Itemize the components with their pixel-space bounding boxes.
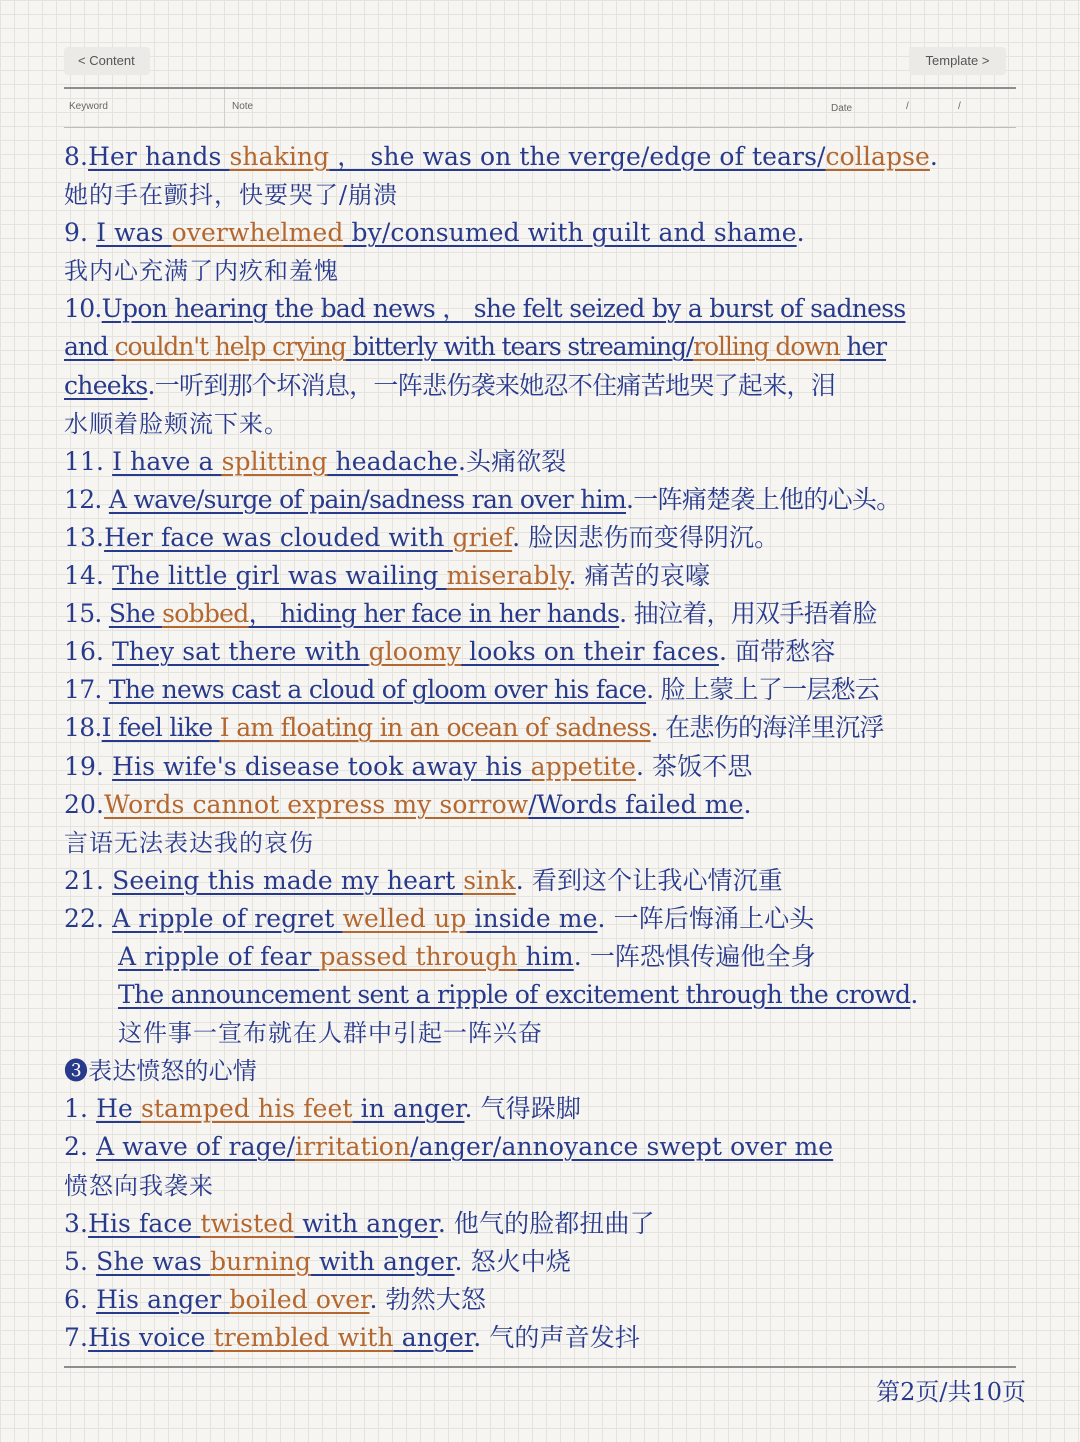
line-text: 15. bbox=[64, 599, 109, 629]
keyword-label: Keyword bbox=[69, 101, 108, 112]
underlined-phrase: inside me bbox=[466, 903, 598, 933]
note-line bbox=[64, 978, 1008, 1016]
line-text: . 气的声音发抖 bbox=[473, 1322, 640, 1352]
line-text: 17. bbox=[64, 675, 109, 705]
line-text: . bbox=[743, 789, 752, 819]
highlighted-phrase: welled up bbox=[342, 903, 467, 933]
note-line bbox=[64, 407, 1008, 445]
section-heading: ❸表达愤怒的心情 bbox=[64, 1057, 257, 1086]
note-line bbox=[64, 788, 1008, 826]
note-line bbox=[64, 750, 1008, 788]
line-text: 言语无法表达我的哀伤 bbox=[64, 828, 314, 857]
template-button[interactable]: Template > bbox=[909, 47, 1006, 75]
line-text: . 一阵恐惧传遍他全身 bbox=[573, 941, 816, 971]
highlighted-phrase: splitting bbox=[221, 446, 328, 476]
line-text: .一听到那个坏消息，一阵悲伤袭来她忍不住痛苦地哭了起来，泪 bbox=[147, 370, 836, 400]
note-line bbox=[64, 254, 1008, 292]
line-text: 9. bbox=[64, 218, 97, 248]
line-text: 22. bbox=[64, 903, 113, 933]
note-line bbox=[64, 178, 1008, 216]
underlined-phrase: I feel like bbox=[101, 713, 220, 743]
note-line bbox=[64, 711, 1008, 749]
line-text: 她的手在颤抖，快要哭了/崩溃 bbox=[64, 181, 399, 210]
note-line bbox=[64, 1130, 1008, 1168]
underlined-phrase: with anger bbox=[310, 1246, 455, 1276]
note-line bbox=[64, 1245, 1008, 1283]
underlined-phrase: The little girl was wailing bbox=[112, 561, 447, 591]
header-top-rule bbox=[64, 87, 1016, 89]
highlighted-phrase: trembled with bbox=[213, 1322, 394, 1352]
line-text: 水顺着脸颊流下来。 bbox=[64, 409, 289, 438]
underlined-phrase: A wave/surge of pain/sadness ran over him bbox=[108, 484, 626, 514]
underlined-phrase: The news cast a cloud of gloom over his face bbox=[108, 675, 647, 705]
note-line bbox=[64, 673, 1008, 711]
note-line bbox=[64, 1016, 1008, 1054]
line-text: 12. bbox=[64, 484, 109, 514]
underlined-phrase: A wave of rage/ bbox=[96, 1132, 296, 1162]
highlighted-phrase: appetite bbox=[530, 751, 636, 781]
date-separator: / bbox=[958, 101, 961, 112]
header-divider bbox=[224, 89, 225, 127]
highlighted-phrase: sobbed bbox=[162, 599, 249, 629]
line-text: 20. bbox=[64, 789, 105, 819]
note-line bbox=[64, 1169, 1008, 1207]
note-label: Note bbox=[232, 101, 254, 112]
note-line bbox=[64, 369, 1008, 407]
note-line bbox=[64, 445, 1008, 483]
note-line bbox=[64, 483, 1008, 521]
line-text: . 脸上蒙上了一层愁云 bbox=[646, 675, 880, 705]
highlighted-phrase: miserably bbox=[446, 561, 569, 591]
line-text: .一阵痛楚袭上他的心头。 bbox=[625, 484, 901, 514]
line-text: 10. bbox=[64, 294, 102, 324]
note-line bbox=[64, 902, 1008, 940]
highlighted-phrase: irritation bbox=[295, 1132, 411, 1162]
note-line bbox=[64, 521, 1008, 559]
underlined-phrase: Her face was clouded with bbox=[104, 522, 453, 552]
line-text: 13. bbox=[64, 522, 105, 552]
line-text: . 在悲伤的海洋里沉浮 bbox=[650, 713, 884, 743]
date-label: Date bbox=[831, 103, 853, 114]
header-bottom-rule bbox=[64, 127, 1016, 128]
note-line bbox=[64, 559, 1008, 597]
line-text: . 面带愁容 bbox=[718, 637, 836, 667]
underlined-phrase: by/consumed with guilt and shame bbox=[343, 218, 797, 248]
note-line bbox=[64, 330, 1008, 368]
line-text: . 气得跺脚 bbox=[464, 1094, 581, 1124]
underlined-phrase: and bbox=[64, 332, 115, 362]
note-line bbox=[64, 1283, 1008, 1321]
note-line bbox=[64, 940, 1008, 978]
underlined-phrase: her bbox=[839, 332, 886, 362]
underlined-phrase: with anger bbox=[294, 1208, 438, 1238]
highlighted-phrase: sink bbox=[463, 865, 516, 895]
line-text: 14. bbox=[64, 561, 113, 591]
line-text: 我内心充满了内疚和羞愧 bbox=[64, 257, 339, 286]
underlined-phrase: He bbox=[96, 1094, 141, 1124]
underlined-phrase: A ripple of regret bbox=[112, 903, 343, 933]
line-text: 18. bbox=[64, 713, 102, 743]
highlighted-phrase: stamped his feet bbox=[140, 1094, 353, 1124]
line-text: . bbox=[796, 218, 805, 248]
line-text: . 一阵后悔涌上心头 bbox=[597, 903, 815, 933]
highlighted-phrase: shaking bbox=[229, 142, 330, 171]
line-text: 16. bbox=[64, 637, 113, 667]
line-text: 愤怒向我袭来 bbox=[64, 1171, 214, 1200]
underlined-phrase: cheeks bbox=[64, 370, 148, 400]
underlined-phrase: I was bbox=[96, 218, 172, 248]
note-line bbox=[64, 292, 1008, 330]
underlined-phrase: A ripple of fear bbox=[118, 941, 320, 971]
highlighted-phrase: Words cannot express my sorrow bbox=[104, 789, 529, 819]
underlined-phrase: His anger bbox=[96, 1284, 230, 1314]
back-to-content-button[interactable]: < Content bbox=[64, 47, 150, 75]
underlined-phrase: bitterly with tears streaming/ bbox=[345, 332, 694, 362]
line-text: 5. bbox=[64, 1246, 97, 1276]
date-separator: / bbox=[906, 101, 909, 112]
page-indicator: 第2页/共10页 bbox=[876, 1378, 1026, 1406]
underlined-phrase: I have a bbox=[112, 446, 222, 476]
underlined-phrase: /anger/annoyance swept over me bbox=[410, 1132, 834, 1162]
underlined-phrase: His face bbox=[88, 1208, 201, 1238]
line-text: . 怒火中烧 bbox=[454, 1246, 571, 1276]
line-text: 11. bbox=[64, 446, 113, 476]
underlined-phrase: ， she was on the verge/edge of tears/ bbox=[329, 142, 826, 171]
line-text: . 痛苦的哀嚎 bbox=[568, 561, 711, 591]
note-line bbox=[64, 1207, 1008, 1245]
underlined-phrase: She was bbox=[96, 1246, 210, 1276]
underlined-phrase: anger bbox=[393, 1322, 474, 1352]
note-line bbox=[64, 216, 1008, 254]
underlined-phrase: The announcement sent a ripple of excitement through the crowd bbox=[118, 980, 911, 1010]
footer-rule bbox=[64, 1366, 1016, 1368]
note-line bbox=[64, 635, 1008, 673]
line-text: 19. bbox=[64, 751, 113, 781]
underlined-phrase: Seeing this made my heart bbox=[112, 865, 464, 895]
note-line bbox=[64, 864, 1008, 902]
line-text: .头痛欲裂 bbox=[457, 446, 567, 476]
highlighted-phrase: boiled over bbox=[229, 1284, 370, 1314]
line-text: . 脸因悲伤而变得阴沉。 bbox=[512, 522, 780, 552]
note-body bbox=[64, 140, 1008, 1359]
note-line bbox=[64, 597, 1008, 635]
underlined-phrase: Her hands bbox=[88, 142, 230, 171]
underlined-phrase: Upon hearing the bad news ， she felt seized by a burst of sadness bbox=[101, 294, 906, 324]
highlighted-phrase: overwhelmed bbox=[171, 218, 344, 248]
highlighted-phrase: burning bbox=[209, 1246, 311, 1276]
line-text: 21. bbox=[64, 865, 113, 895]
underlined-phrase: him bbox=[517, 941, 574, 971]
line-text: 7. bbox=[64, 1322, 89, 1352]
note-line bbox=[64, 1092, 1008, 1130]
line-text: 这件事一宣布就在人群中引起一阵兴奋 bbox=[118, 1019, 543, 1048]
underlined-phrase: looks on their faces bbox=[461, 637, 719, 667]
line-text: 2. bbox=[64, 1132, 97, 1162]
underlined-phrase: They sat there with bbox=[112, 637, 369, 667]
highlighted-phrase: couldn't help crying bbox=[114, 332, 346, 362]
note-line bbox=[64, 1321, 1008, 1359]
line-text: . 抽泣着，用双手捂着脸 bbox=[619, 599, 877, 629]
highlighted-phrase: I am floating in an ocean of sadness bbox=[219, 713, 651, 743]
line-text: 3. bbox=[64, 1208, 89, 1238]
note-line bbox=[64, 826, 1008, 864]
line-text: . 茶饭不思 bbox=[635, 751, 753, 781]
highlighted-phrase: passed through bbox=[319, 941, 518, 971]
highlighted-phrase: grief bbox=[452, 522, 513, 552]
underlined-phrase: in anger bbox=[352, 1094, 465, 1124]
highlighted-phrase: collapse bbox=[825, 142, 930, 171]
underlined-phrase: /Words failed me bbox=[528, 789, 744, 819]
underlined-phrase: headache bbox=[327, 446, 458, 476]
line-text: 8. bbox=[64, 142, 89, 171]
line-text: 6. bbox=[64, 1284, 97, 1314]
underlined-phrase: His wife's disease took away his bbox=[112, 751, 531, 781]
line-text: . 看到这个让我心情沉重 bbox=[515, 865, 783, 895]
line-text: 1. bbox=[64, 1094, 97, 1124]
line-text: . bbox=[929, 142, 938, 171]
highlighted-phrase: twisted bbox=[200, 1208, 295, 1238]
highlighted-phrase: rolling down bbox=[693, 332, 840, 362]
underlined-phrase: ， hiding her face in her hands bbox=[248, 599, 620, 629]
highlighted-phrase: gloomy bbox=[368, 637, 462, 667]
line-text: . bbox=[910, 980, 918, 1010]
note-line bbox=[64, 140, 1008, 178]
line-text: . 他气的脸都扭曲了 bbox=[437, 1208, 655, 1238]
underlined-phrase: His voice bbox=[88, 1322, 214, 1352]
underlined-phrase: She bbox=[108, 599, 163, 629]
line-text: . 勃然大怒 bbox=[369, 1284, 486, 1314]
